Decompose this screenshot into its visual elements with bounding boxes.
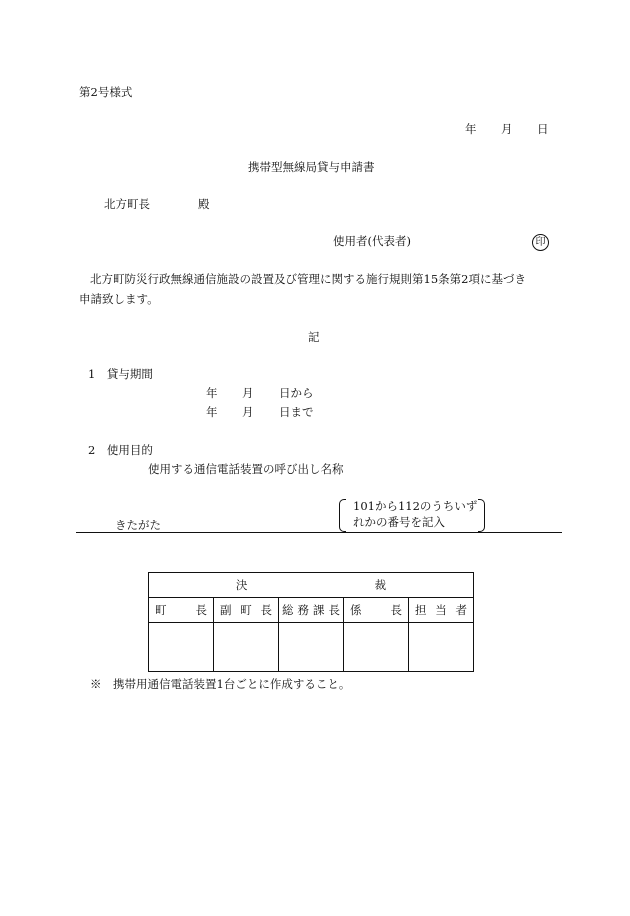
period-from-day: 日から <box>279 386 314 400</box>
ga-chief-char-4: 長 <box>328 603 340 617</box>
person-in-charge-char-1: 担 <box>415 603 427 617</box>
left-bracket <box>339 499 346 532</box>
deputy-mayor-char-1: 副 <box>220 603 232 617</box>
mayor-char-1: 町 <box>155 603 167 617</box>
mayor-char-2: 長 <box>195 603 207 617</box>
date-month-label: 月 <box>501 122 513 136</box>
call-name-note-line1: 101から112のうちいず <box>353 499 478 513</box>
ga-chief-char-1: 総 <box>282 603 294 617</box>
period-from-month: 月 <box>242 386 254 400</box>
ki-heading: 記 <box>308 330 320 344</box>
approval-stamp-person-in-charge <box>409 623 474 672</box>
period-to-day: 日まで <box>279 405 314 419</box>
section-chief-char-2: 長 <box>390 603 402 617</box>
addressee-name: 北方町長 <box>104 197 150 211</box>
period-to-year: 年 <box>206 405 218 419</box>
approval-header-char2: 裁 <box>374 578 387 592</box>
person-in-charge-char-2: 当 <box>435 603 447 617</box>
deputy-mayor-char-2: 町 <box>240 603 252 617</box>
body-text-line2: 申請致します。 <box>79 292 159 306</box>
approval-stamp-deputy-mayor <box>214 623 279 672</box>
approval-col-mayor <box>149 598 214 623</box>
section2-subheading: 使用する通信電話装置の呼び出し名称 <box>148 462 344 476</box>
document-title: 携帯型無線局貸与申請書 <box>248 160 375 174</box>
approval-stamp-mayor <box>149 623 214 672</box>
approval-stamp-section-chief <box>344 623 409 672</box>
approval-col-person-in-charge <box>409 598 474 623</box>
call-name-note-line2: れかの番号を記入 <box>353 515 445 529</box>
person-in-charge-char-3: 者 <box>455 603 467 617</box>
period-from-year: 年 <box>206 386 218 400</box>
date-day-label: 日 <box>537 122 549 136</box>
approval-header-char1: 決 <box>235 578 248 592</box>
seal-mark: 印 <box>532 234 549 251</box>
ga-chief-char-2: 務 <box>297 603 309 617</box>
call-name-underline <box>76 532 562 533</box>
date-year-label: 年 <box>465 122 477 136</box>
section-chief-char-1: 係 <box>350 603 362 617</box>
approval-col-deputy-mayor <box>214 598 279 623</box>
right-bracket <box>478 499 485 532</box>
footnote: ※ 携帯用通信電話装置1台ごとに作成すること。 <box>90 677 351 691</box>
addressee-honorific: 殿 <box>198 197 210 211</box>
section2-heading: 2 使用目的 <box>88 443 153 457</box>
form-number: 第2号様式 <box>79 85 133 99</box>
call-name-note-bracket <box>339 499 485 532</box>
ga-chief-char-3: 課 <box>313 603 325 617</box>
deputy-mayor-char-3: 長 <box>260 603 272 617</box>
period-to-month: 月 <box>242 405 254 419</box>
approval-stamp-general-affairs-chief <box>279 623 344 672</box>
section1-heading: 1 貸与期間 <box>88 367 153 381</box>
applicant-label: 使用者(代表者) <box>333 234 411 248</box>
approval-col-general-affairs-chief <box>279 598 344 623</box>
approval-col-section-chief <box>344 598 409 623</box>
approval-table <box>148 572 474 672</box>
approval-header <box>149 573 474 598</box>
call-name-prefix: きたがた <box>115 518 161 532</box>
body-text-line1: 北方町防災行政無線通信施設の設置及び管理に関する施行規則第15条第2項に基づき <box>90 272 526 286</box>
